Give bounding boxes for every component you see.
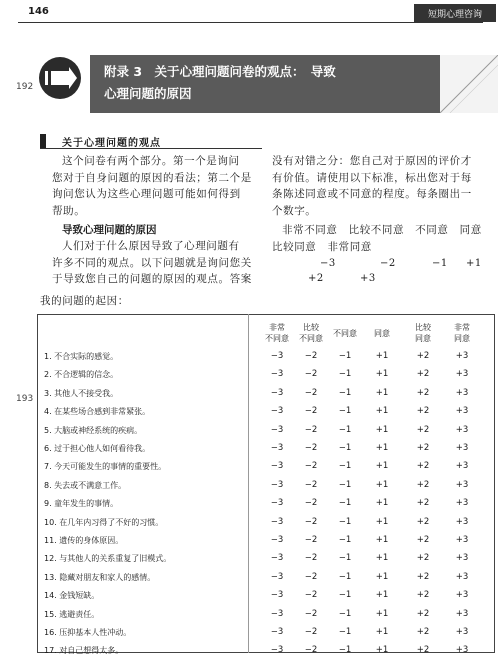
rating-option: −1 [338, 535, 352, 545]
column-header-line: 不同意 [265, 334, 289, 343]
rating-option: +2 [416, 627, 430, 637]
intro-paragraph [52, 153, 264, 219]
margin-number: 192 [16, 82, 34, 92]
row-label: 15. 逃避责任。 [44, 609, 100, 619]
rating-option: −1 [338, 516, 352, 527]
rating-option: +1 [375, 535, 389, 545]
scale-value: +3 [360, 273, 376, 284]
rating-option: +1 [375, 498, 389, 509]
rating-option: −1 [338, 627, 352, 637]
rating-option: −3 [270, 387, 284, 398]
row-label: 2. 不合逻辑的信念。 [44, 370, 119, 380]
rating-option: +1 [375, 516, 389, 527]
column-header [442, 322, 482, 344]
text-line: 于导致您自己的问题的原因的观点。答案 [52, 273, 252, 285]
rating-option: −2 [304, 443, 318, 453]
row-label: 16. 压抑基本人性冲动。 [44, 628, 132, 637]
appendix-title-line1: 附录 3 关于心理问题问卷的观点： 导致 [104, 64, 336, 79]
row-label: 5. 大脑或神经系统的疾病。 [44, 425, 143, 435]
rating-option: +2 [416, 351, 430, 361]
rating-option: +2 [416, 553, 430, 564]
rating-option: −2 [304, 645, 318, 656]
column-header [325, 328, 365, 339]
column-header-line: 同意 [415, 334, 431, 343]
rating-option: −2 [304, 535, 318, 545]
rating-option: −3 [270, 461, 284, 472]
text-line: 比较同意 非常同意 [272, 240, 372, 253]
rating-option: +3 [455, 479, 469, 490]
appendix-title-line2: 心理问题的原因 [104, 86, 192, 101]
rating-option: +3 [455, 406, 469, 417]
rating-option: −1 [338, 590, 352, 601]
rating-option: −3 [270, 424, 284, 435]
rating-option: +1 [375, 645, 389, 656]
rating-option: +3 [455, 553, 469, 564]
rating-option: −3 [270, 406, 284, 417]
rating-option: −2 [304, 387, 318, 398]
text-line: 条陈述同意或不同意的程度。每条圈出一 [272, 188, 472, 200]
arrow-logo-icon [39, 57, 81, 99]
rating-option: −2 [304, 571, 318, 582]
row-label: 9. 童年发生的事情。 [44, 499, 119, 509]
table-caption: 我的问题的起因： [40, 295, 129, 307]
section-marker [40, 134, 46, 148]
rating-option: −2 [304, 406, 318, 417]
rating-option: +1 [375, 351, 389, 361]
row-label: 4. 在某些场合感到非常紧张。 [44, 407, 151, 417]
rating-option: +2 [416, 406, 430, 417]
rating-option: +3 [455, 645, 469, 656]
rating-option: +3 [455, 571, 469, 582]
row-label: 7. 今天可能发生的事情的重要性。 [44, 462, 167, 472]
rating-option: +1 [375, 608, 389, 619]
rating-option: +1 [375, 627, 389, 637]
scale-value: −3 [320, 258, 336, 269]
rating-option: −3 [270, 498, 284, 509]
rating-option: +3 [455, 424, 469, 435]
rating-option: −2 [304, 424, 318, 435]
rating-option: +2 [416, 571, 430, 582]
rating-option: +3 [455, 608, 469, 619]
rating-option: +1 [375, 369, 389, 380]
rating-option: −3 [270, 443, 284, 453]
subheading: 导致心理问题的原因 [62, 224, 157, 236]
instructions-paragraph [272, 153, 494, 219]
causes-paragraph [52, 238, 264, 288]
column-header [403, 322, 443, 344]
rating-option: +1 [375, 553, 389, 564]
column-header-line: 不同意 [299, 334, 323, 343]
rating-option: −1 [338, 351, 352, 361]
rating-option: +2 [416, 535, 430, 545]
rating-option: −1 [338, 461, 352, 472]
rating-option: −1 [338, 571, 352, 582]
margin-number: 193 [16, 394, 34, 404]
text-line: 这个问卷有两个部分。第一个是询问 [62, 155, 240, 167]
rating-option: −2 [304, 351, 318, 361]
rating-option: +2 [416, 387, 430, 398]
rating-option: +2 [416, 590, 430, 601]
column-header-line: 同意 [374, 329, 390, 338]
rating-option: −2 [304, 627, 318, 637]
rating-option: −2 [304, 461, 318, 472]
rating-option: −1 [338, 406, 352, 417]
table-divider [248, 314, 249, 653]
column-header-line: 不同意 [333, 329, 357, 338]
rating-option: −3 [270, 369, 284, 380]
rating-option: −3 [270, 608, 284, 619]
rating-option: −1 [338, 424, 352, 435]
rating-option: +1 [375, 479, 389, 490]
text-line: 没有对错之分：您自己对于原因的评价才 [272, 155, 472, 167]
rating-option: −3 [270, 535, 284, 545]
rating-option: −3 [270, 590, 284, 601]
page-number: 146 [28, 6, 49, 17]
text-line: 帮助。 [52, 204, 86, 217]
row-label: 10. 在几年内习得了不好的习惯。 [44, 517, 164, 527]
rating-option: −1 [338, 479, 352, 490]
scale-labels [272, 222, 494, 255]
rating-option: +2 [416, 516, 430, 527]
rating-option: −3 [270, 627, 284, 637]
rating-option: +2 [416, 461, 430, 472]
rating-option: −2 [304, 608, 318, 619]
rating-option: +3 [455, 516, 469, 527]
text-line: 许多不同的观点。以下问题就是询问您关 [52, 256, 252, 269]
rating-option: −1 [338, 553, 352, 564]
rating-option: +3 [455, 590, 469, 601]
scale-value: +2 [308, 273, 324, 284]
text-line: 您对于自身问题的原因的看法；第二个是 [52, 171, 252, 184]
rating-option: −1 [338, 645, 352, 656]
corner-decoration [440, 55, 498, 113]
header-rule [18, 22, 483, 23]
rating-option: +3 [455, 387, 469, 398]
rating-option: −2 [304, 553, 318, 564]
row-label: 8. 失去或不满意工作。 [44, 480, 127, 490]
appendix-title [90, 55, 440, 113]
row-label: 6. 过于担心他人如何看待我。 [44, 444, 151, 453]
rating-option: +2 [416, 443, 430, 453]
rating-option: +2 [416, 424, 430, 435]
column-header-line: 非常 [269, 323, 285, 332]
text-line: 个数字。 [272, 204, 317, 217]
column-header [362, 328, 402, 339]
rating-option: −1 [338, 369, 352, 380]
rating-option: −3 [270, 351, 284, 361]
rating-option: −2 [304, 590, 318, 601]
rating-option: −2 [304, 479, 318, 490]
row-label: 13. 隐藏对朋友和家人的感情。 [44, 572, 156, 582]
rating-option: −1 [338, 608, 352, 619]
section-heading: 关于心理问题的观点 [62, 138, 161, 149]
rating-option: +3 [455, 535, 469, 545]
rating-option: +1 [375, 443, 389, 453]
rating-option: +3 [455, 369, 469, 380]
rating-option: −2 [304, 369, 318, 380]
rating-option: +2 [416, 645, 430, 656]
scale-value: −1 [432, 258, 448, 269]
text-line: 有价值。请使用以下标准，标出您对于每 [272, 171, 472, 184]
rating-option: +2 [416, 498, 430, 509]
rating-option: +1 [375, 387, 389, 398]
running-title: 短期心理咨询 [414, 4, 496, 22]
column-header-line: 同意 [454, 334, 470, 343]
column-header-line: 比较 [415, 323, 431, 332]
rating-option: −1 [338, 498, 352, 509]
rating-option: −3 [270, 645, 284, 656]
rating-option: −2 [304, 498, 318, 509]
rating-option: −3 [270, 516, 284, 527]
rating-option: −3 [270, 479, 284, 490]
rating-option: −3 [270, 553, 284, 564]
row-label: 11. 遗传的身体原因。 [44, 536, 124, 545]
rating-option: −1 [338, 443, 352, 453]
rating-option: +3 [455, 461, 469, 472]
column-header-line: 比较 [303, 323, 319, 332]
rating-option: +3 [455, 443, 469, 453]
text-line: 人们对于什么原因导致了心理问题有 [62, 240, 240, 252]
rating-option: +3 [455, 627, 469, 637]
scale-value: −2 [380, 258, 396, 269]
rating-option: +1 [375, 406, 389, 417]
row-label: 3. 其他人不接受我。 [44, 388, 119, 398]
rating-option: −1 [338, 387, 352, 398]
rating-option: +3 [455, 351, 469, 361]
row-label: 14. 金钱短缺。 [44, 591, 100, 601]
scale-value: +1 [466, 258, 482, 269]
text-line: 非常不同意 比较不同意 不同意 同意 [282, 224, 482, 236]
rating-option: −2 [304, 516, 318, 527]
text-line: 询问您认为这些心理问题可能如何得到 [52, 188, 241, 200]
rating-option: +2 [416, 608, 430, 619]
rating-option: +1 [375, 424, 389, 435]
rating-option: +1 [375, 571, 389, 582]
rating-option: +1 [375, 590, 389, 601]
rating-option: +2 [416, 369, 430, 380]
rating-option: +2 [416, 479, 430, 490]
column-header-line: 非常 [454, 323, 470, 332]
row-label: 17. 对自己想得太多。 [44, 646, 124, 656]
row-label: 12. 与其他人的关系重复了旧模式。 [44, 554, 172, 564]
row-label: 1. 不合实际的感觉。 [44, 352, 119, 361]
rating-option: +3 [455, 498, 469, 509]
rating-option: +1 [375, 461, 389, 472]
rating-option: −3 [270, 571, 284, 582]
